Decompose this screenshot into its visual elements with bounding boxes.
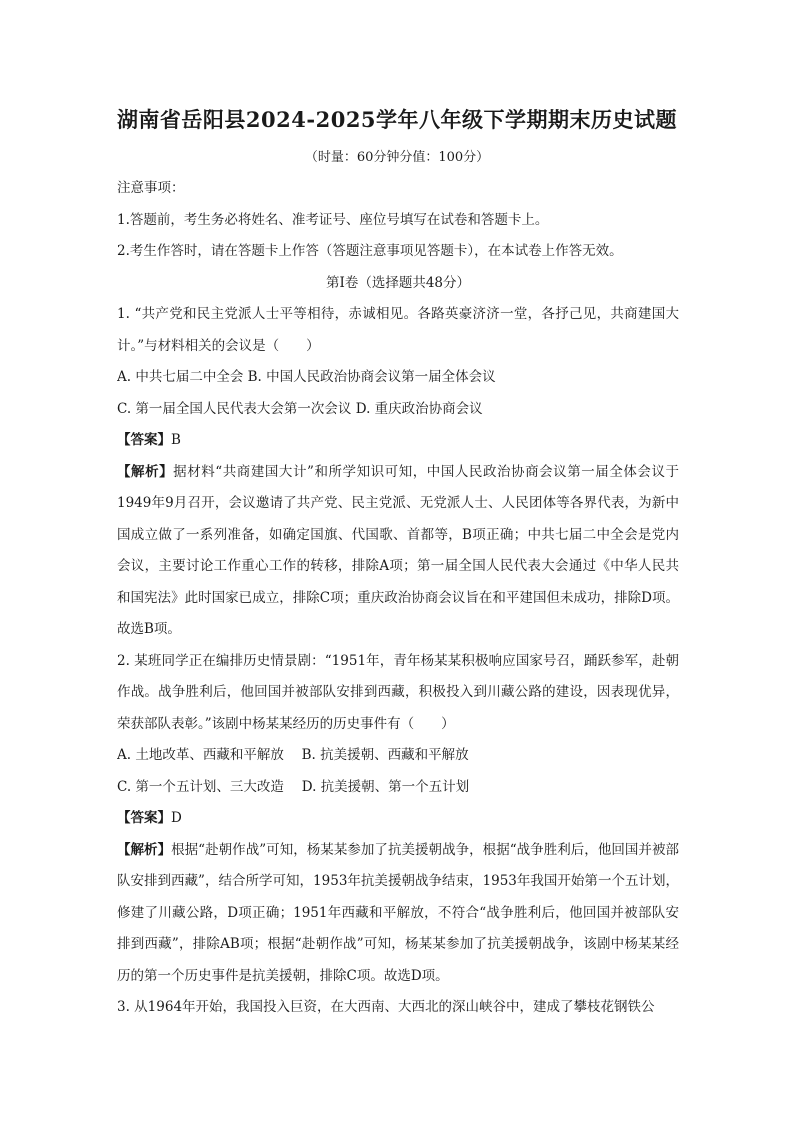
notice-item-1: 1.答题前，考生务必将姓名、准考证号、座位号填写在试卷和答题卡上。 <box>117 211 549 228</box>
question-2-stem: 2. 某班同学正在编排历史情景剧：“1951年，青年杨某某积极响应国家号召，踊跃参军，赴朝作战。战争胜利后，他回国并被部队安排到西藏，积极投入到川藏公路的建设，因表现优异，荣获部队表彰。”该剧中杨某某经历的历史事件有（ ） <box>117 652 679 732</box>
question-2-analysis <box>117 835 679 993</box>
exam-subtitle: （时量：60分钟分值：100分） <box>304 150 490 165</box>
section-heading: 第Ⅰ卷（选择题共48分） <box>325 274 470 291</box>
exam-title: 湖南省岳阳县2024-2025学年八年级下学期期末历史试题 <box>116 107 678 132</box>
question-1-options-cd: C. 第一届全国人民代表大会第一次会议 D. 重庆政治协商会议 <box>117 400 483 417</box>
question-1-analysis <box>117 457 679 646</box>
answer-label: 【答案】 <box>117 810 171 826</box>
question-1-answer <box>117 425 679 457</box>
question-2-answer <box>117 803 679 835</box>
question-1-options-ab: A. 中共七届二中全会 B. 中国人民政治协商会议第一届全体会议 <box>117 369 496 385</box>
answer-label: 【答案】 <box>117 432 171 448</box>
analysis-text: 据材料“共商建国大计”和所学知识可知，中国人民政治协商会议第一届全体会议于1949年9月召开，会议邀请了共产党、民主党派、无党派人士、人民团体等各界代表，为新中国成立做了一系列准备，如确定国旗、代国歌、首都等，B项正确；中共七届二中全会是党内会议，主要讨论工作重心工作的转移，排除A项；第一届全国人民代表大会通过《中华人民共和国宪法》此时国家已成立，排除C项；重庆政治协商会议旨在和平建国但未成功，排除D项。故选B项。 <box>117 463 679 637</box>
answer-value: B <box>171 432 181 448</box>
analysis-label: 【解析】 <box>117 841 172 858</box>
question-1-stem: 1. “共产党和民主党派人士平等相待，赤诚相见。各路英豪济济一堂，各抒己见，共商建国大计。”与材料相关的会议是（ ） <box>117 306 679 354</box>
answer-value: D <box>171 810 182 826</box>
question-3-stem: 3. 从1964年开始，我国投入巨资，在大西南、大西北的深山峡谷中，建成了攀枝花钢铁公 <box>117 999 655 1015</box>
question-2-options-ab: A. 土地改革、西藏和平解放 B. 抗美援朝、西藏和平解放 <box>117 747 469 763</box>
analysis-text: 根据“赴朝作战”可知，杨某某参加了抗美援朝战争，根据“战争胜利后，他回国并被部队安排到西藏”，结合所学可知，1953年抗美援朝战争结束，1953年我国开始第一个五计划，修建了川藏公路，D项正确；1951年西藏和平解放，不符合“战争胜利后，他回国并被部队安排到西藏”，排除AB项；根据“赴朝作战”可知，杨某某参加了抗美援朝战争，该剧中杨某某经历的第一个历史事件是抗美援朝，排除C项。故选D项。 <box>117 841 679 984</box>
exam-body <box>117 173 679 1024</box>
analysis-label: 【解析】 <box>117 463 174 480</box>
notice-item-2: 2.考生作答时，请在答题卡上作答（答题注意事项见答题卡），在本试卷上作答无效。 <box>117 243 623 259</box>
notice-heading: 注意事项： <box>117 180 185 196</box>
question-2-options-cd: C. 第一个五计划、三大改造 D. 抗美援朝、第一个五计划 <box>117 778 470 795</box>
